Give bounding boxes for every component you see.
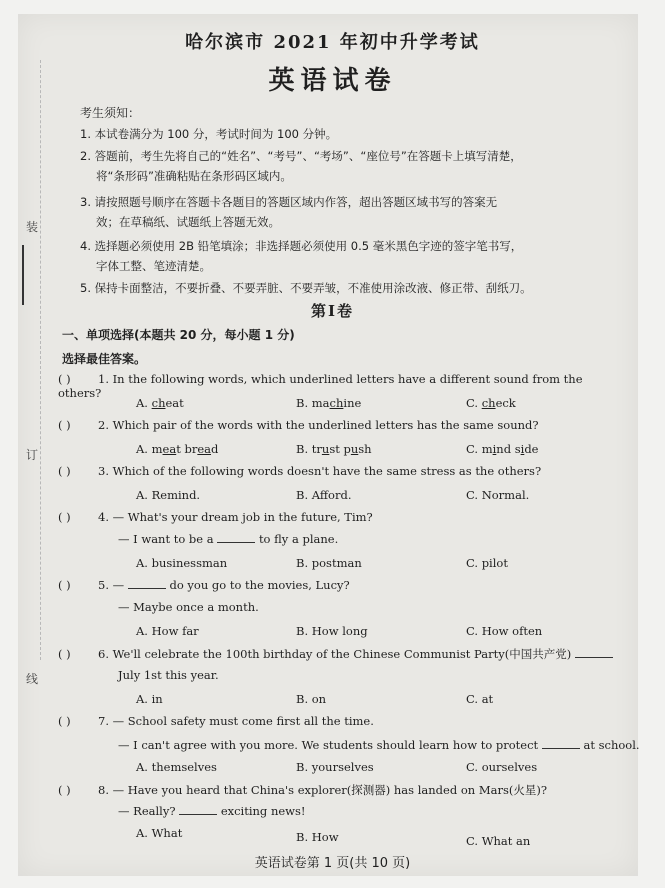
question-5-line-2: — Maybe once a month. <box>118 600 259 614</box>
option-c: C. Normal. <box>466 488 530 502</box>
question-text: 3. Which of the following words doesn't have the same stress as the others? <box>98 464 542 478</box>
question-8-line-2: — Really? exciting news! <box>118 804 306 818</box>
option-c: C. ourselves <box>466 760 538 774</box>
question-5: ( ) 5. — do you go to the movies, Lucy? <box>58 578 350 592</box>
notice-item-1: 1. 本试卷满分为 100 分，考试时间为 100 分钟。 <box>80 127 338 141</box>
option-c: C. pilot <box>466 556 508 570</box>
option-c: C. What an <box>466 834 531 848</box>
question-7-line-2: — I can't agree with you more. We students should learn how to protect at school. <box>118 738 640 752</box>
option-b: B. machine <box>296 396 362 410</box>
option-b: B. postman <box>296 556 362 570</box>
question-text: 2. Which pair of the words with the underlined letters has the same sound? <box>98 418 539 432</box>
option-a: A. in <box>136 692 163 706</box>
question-4-line-2: — I want to be a to fly a plane. <box>118 532 339 546</box>
answer-paren: ( ) <box>58 578 71 592</box>
option-a: A. How far <box>136 624 199 638</box>
question-4 <box>58 510 628 524</box>
answer-blank <box>575 647 613 658</box>
answer-paren: ( ) <box>58 510 71 524</box>
notice-heading: 考生须知： <box>80 106 141 120</box>
option-b: B. on <box>296 692 327 706</box>
option-a: A. meat bread <box>136 442 219 456</box>
option-c: C. How often <box>466 624 543 638</box>
question-3 <box>58 464 628 478</box>
question-2 <box>58 418 628 432</box>
binding-line <box>40 60 42 660</box>
answer-paren: ( ) <box>58 714 71 728</box>
option-a: A. Remind. <box>136 488 201 502</box>
question-text: 8. — Have you heard that China's explorer(探测器) has landed on Mars(火星)? <box>98 783 547 797</box>
question-6-line-2: July 1st this year. <box>118 668 219 682</box>
question-8 <box>58 782 628 798</box>
binding-mark-ding: 订 <box>26 448 39 462</box>
notice-item-3: 3. 请按照题号顺序在答题卡各题目的答题区域内作答，超出答题区域书写的答案无 <box>80 195 498 209</box>
option-b: B. How <box>296 830 339 844</box>
question-text: 6. We'll celebrate the 100th birthday of the Chinese Communist Party(中国共产党) <box>98 647 572 661</box>
answer-blank <box>542 738 580 749</box>
question-text: 1. In the following words, which underlined letters have a different sound from the others? <box>58 372 583 400</box>
exam-title: 哈尔滨市 2021 年初中升学考试 <box>185 32 480 53</box>
answer-paren: ( ) <box>58 783 71 797</box>
question-7 <box>58 714 628 728</box>
notice-item-2-cont: 将“条形码”准确粘贴在条形码区域内。 <box>96 169 292 183</box>
option-a: A. What <box>136 826 183 840</box>
question-text: 4. — What's your dream job in the future, Tim? <box>98 510 373 524</box>
instruction: 选择最佳答案。 <box>62 352 147 366</box>
answer-blank <box>128 578 166 589</box>
option-c: C. check <box>466 396 516 410</box>
section-title: 一、单项选择(本题共 20 分，每小题 1 分) <box>62 328 295 342</box>
binding-bar <box>22 245 24 305</box>
page-footer: 英语试卷第 1 页(共 10 页) <box>254 856 411 871</box>
question-text: 7. — School safety must come first all the time. <box>98 714 374 728</box>
option-a: A. cheat <box>136 396 184 410</box>
answer-paren: ( ) <box>58 647 71 661</box>
option-b: B. Afford. <box>296 488 352 502</box>
option-b: B. yourselves <box>296 760 374 774</box>
option-a: A. themselves <box>136 760 217 774</box>
option-c: C. mind side <box>466 442 539 456</box>
binding-mark-xian: 线 <box>26 672 39 686</box>
answer-paren: ( ) <box>58 418 71 432</box>
notice-item-5: 5. 保持卡面整洁，不要折叠、不要弄脏、不要弄皱，不准使用涂改液、修正带、刮纸刀。 <box>80 281 532 295</box>
option-a: A. businessman <box>136 556 228 570</box>
answer-paren: ( ) <box>58 372 71 386</box>
option-c: C. at <box>466 692 494 706</box>
notice-item-3-cont: 效；在草稿纸、试题纸上答题无效。 <box>96 215 280 229</box>
notice-item-4-cont: 字体工整、笔迹清楚。 <box>96 259 211 273</box>
question-6 <box>58 646 628 662</box>
option-b: B. How long <box>296 624 368 638</box>
notice-item-2: 2. 答题前，考生先将自己的“姓名”、“考号”、“考场”、“座位号”在答题卡上填写清楚， <box>80 149 522 163</box>
part-title: 第Ⅰ卷 <box>310 302 355 320</box>
exam-subtitle: 英语试卷 <box>268 66 397 96</box>
notice-item-4: 4. 选择题必须使用 2B 铅笔填涂；非选择题必须使用 0.5 毫米黑色字迹的签字笔书写， <box>80 239 523 253</box>
answer-paren: ( ) <box>58 464 71 478</box>
option-b: B. trust push <box>296 442 372 456</box>
answer-blank <box>217 532 255 543</box>
binding-mark-zhuang: 装 <box>26 220 39 234</box>
answer-blank <box>179 804 217 815</box>
